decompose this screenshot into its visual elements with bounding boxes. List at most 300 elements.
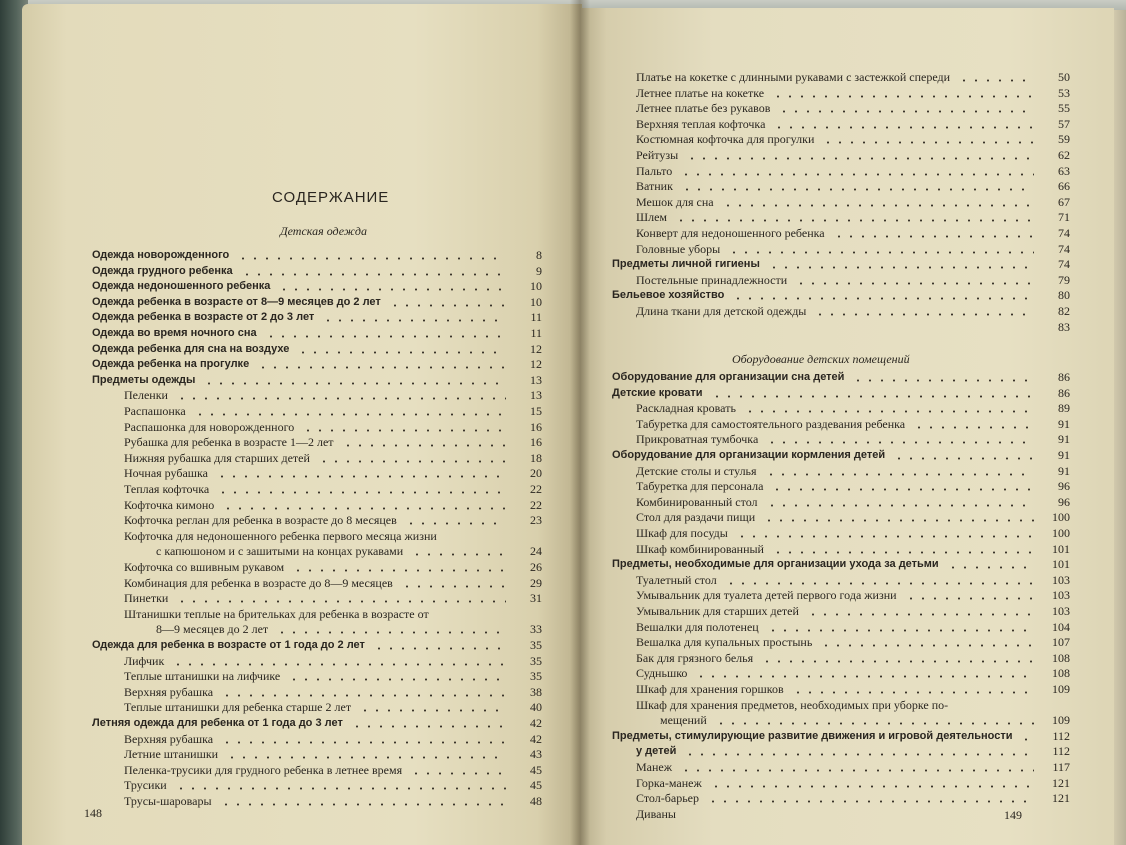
toc-entry-page: 50: [1058, 70, 1070, 84]
toc-entry-title: Рейтузы: [636, 148, 679, 162]
toc-entry-page: 63: [1058, 163, 1070, 178]
toc-entry-page: 40: [530, 700, 542, 715]
toc-entry: [124, 420, 542, 435]
toc-entry-title: Кофточка для недоношенного ребенка первого месяца жизни: [124, 528, 437, 543]
leader-dots: [766, 432, 1034, 447]
toc-entry-title: Одежда ребенка в возрасте от 8—9 месяцев до 2 лет: [92, 295, 381, 308]
toc-entry-title: Теплые штанишки на лифчике: [124, 669, 281, 684]
toc-entry-title: Пальто: [636, 163, 673, 178]
page-stack-edge: [1112, 10, 1126, 845]
toc-entry-title: мещений: [660, 713, 707, 728]
toc-entry: [124, 654, 542, 669]
toc-entry-title: Кофточка со вшивным рукавом: [124, 560, 285, 574]
toc-entry-title: Шкаф для хранения предметов, необходимых при уборке по-: [636, 697, 949, 712]
toc-entry-title: Летнее платье без рукавов: [636, 101, 771, 116]
leader-dots: [222, 498, 506, 513]
toc-entry-title: Одежда недоношенного ребенка: [92, 280, 271, 293]
leader-dots: [680, 760, 1034, 775]
toc-entry: [124, 591, 542, 606]
toc-entry-page: 62: [1058, 148, 1070, 162]
toc-entry: [124, 763, 542, 778]
leader-dots: [684, 744, 1034, 759]
leader-dots: [401, 576, 506, 591]
toc-entry: [124, 560, 542, 575]
leader-dots: [203, 373, 506, 388]
right-page: [580, 8, 1114, 845]
toc-entry: [124, 747, 542, 762]
toc-entry-page: 13: [530, 372, 542, 387]
leader-dots: [820, 635, 1034, 650]
toc-entry-page: 45: [530, 762, 542, 777]
toc-entry-title: Длина ткани для детской одежды: [636, 304, 807, 318]
toc-entry: [92, 310, 542, 325]
toc-entry-title: Платье на кокетке с длинными рукавами с застежкой спереди: [636, 70, 951, 84]
toc-entry-title: Шкаф комбинированный: [636, 541, 764, 556]
leader-dots: [710, 776, 1034, 791]
toc-entry-title: Табуретка для самостоятельного раздевания ребенка: [636, 416, 906, 431]
toc-entry: [92, 373, 542, 388]
toc-entry: [124, 794, 542, 809]
toc-entry-title: Шлем: [636, 210, 668, 225]
toc-entry-title: Пеленки: [124, 388, 168, 403]
toc-entry-page: 117: [1052, 760, 1070, 774]
leader-dots: [765, 464, 1034, 479]
leader-dots: [237, 248, 506, 263]
toc-entry-title: Головные уборы: [636, 241, 721, 256]
leader-dots: [766, 495, 1034, 510]
toc-entry-title: Одежда ребенка в возрасте от 2 до 3 лет: [92, 311, 315, 324]
leader-dots: [278, 279, 506, 294]
toc-entry: [612, 448, 1070, 463]
leader-dots: [715, 713, 1034, 728]
toc-entry: [156, 622, 542, 637]
toc-entry: [636, 117, 1070, 132]
toc-entry: [124, 529, 542, 544]
toc-entry-page: 35: [530, 669, 542, 684]
toc-entry-page: 8: [536, 248, 542, 262]
toc-entry-page: 108: [1052, 666, 1070, 681]
toc-entry-page: 55: [1058, 101, 1070, 116]
toc-entry-page: 100: [1052, 510, 1070, 525]
toc-entry: [92, 357, 542, 372]
toc-entry: [92, 716, 542, 731]
toc-entry-page: 104: [1052, 619, 1070, 634]
leader-dots: [1020, 729, 1034, 744]
toc-entry: [92, 326, 542, 341]
toc-entry-title: Раскладная кровать: [636, 401, 736, 416]
toc-entry-title: Шкаф для хранения горшков: [636, 682, 784, 696]
toc-entry-title: Пеленка-трусики для грудного ребенка в летнее время: [124, 762, 403, 777]
toc-entry: [636, 760, 1070, 775]
toc-entry: [636, 588, 1070, 603]
toc-entry-title: Горка-манеж: [636, 775, 702, 790]
section-heading-equipment: Оборудование детских помещений: [732, 352, 910, 366]
toc-entry-page: 112: [1052, 744, 1070, 759]
leader-dots: [216, 466, 506, 481]
leader-dots: [773, 117, 1034, 132]
toc-entry-page: 86: [1058, 370, 1070, 384]
toc-entry-title: Распашонка: [124, 404, 186, 418]
toc-entry-page: 59: [1058, 132, 1070, 147]
toc-entry: [636, 101, 1070, 116]
toc-entry-page: 91: [1058, 432, 1070, 447]
toc-entry-page: 67: [1058, 194, 1070, 209]
toc-entry-title: Предметы, необходимые для организации ухода за детьми: [612, 558, 939, 571]
page-number-right: 149: [1004, 808, 1022, 822]
toc-entry-page: 91: [1058, 416, 1070, 431]
toc-entry: [636, 666, 1070, 681]
leader-dots: [795, 273, 1034, 288]
toc-entry: [92, 248, 542, 263]
toc-entry-page: 35: [530, 638, 542, 652]
leader-dots: [359, 700, 506, 715]
toc-title: СОДЕРЖАНИЕ: [272, 189, 390, 206]
toc-entry-page: 66: [1058, 179, 1070, 194]
toc-entry: [124, 404, 542, 419]
toc-entry: [636, 604, 1070, 619]
toc-entry: [124, 576, 542, 591]
toc-entry: [636, 195, 1070, 210]
toc-entry: [124, 435, 542, 450]
toc-entry-title: Комбинация для ребенка в возрасте до 8—9 месяцев: [124, 575, 393, 590]
toc-entry: [636, 776, 1070, 791]
leader-dots: [852, 370, 1034, 385]
toc-entry: [156, 544, 542, 559]
toc-entry: [636, 210, 1070, 225]
toc-entry-title: Бак для грязного белья: [636, 650, 754, 665]
leader-dots: [893, 448, 1034, 463]
toc-entry-page: 10: [530, 279, 542, 294]
toc-entry-title: Ночная рубашка: [124, 466, 208, 481]
toc-entry-page: 22: [530, 482, 542, 496]
toc-entry-title: Летние штанишки: [124, 747, 219, 762]
leader-dots: [711, 386, 1034, 401]
leader-dots: [411, 544, 506, 559]
leader-dots: [725, 573, 1034, 588]
toc-entry-title: 8—9 месяцев до 2 лет: [156, 622, 269, 637]
leader-dots: [833, 226, 1034, 241]
leader-dots: [763, 510, 1034, 525]
toc-entry-title: Конверт для недоношенного ребенка: [636, 226, 825, 240]
toc-entry-title: Туалетный стол: [636, 572, 717, 587]
toc-entry-page: 103: [1052, 588, 1070, 603]
toc-entry: [636, 479, 1070, 494]
toc-entry: [124, 451, 542, 466]
toc-entry-title: Одежда ребенка для сна на воздухе: [92, 342, 290, 355]
toc-entry-page: 121: [1052, 791, 1070, 806]
toc-entry-title: Распашонка для новорожденного: [124, 419, 295, 434]
toc-entry: [92, 638, 542, 653]
leader-dots: [707, 791, 1034, 806]
toc-entry-page: 74: [1058, 257, 1070, 272]
toc-entry-page: 15: [530, 404, 542, 418]
leader-dots: [807, 604, 1034, 619]
toc-entry-page: 38: [530, 684, 542, 699]
leader-dots: [176, 388, 506, 403]
toc-entry-page: 103: [1052, 572, 1070, 587]
toc-entry-page: 18: [530, 450, 542, 465]
toc-entry-title: Ватник: [636, 179, 673, 194]
toc-entry-title: Мешок для сна: [636, 194, 714, 209]
toc-entry: [612, 729, 1070, 744]
leader-dots: [744, 401, 1034, 416]
toc-entry: [92, 342, 542, 357]
toc-entry: [636, 791, 1070, 806]
leader-dots: [767, 620, 1034, 635]
toc-entry: [636, 744, 1070, 759]
toc-entry-page: 29: [530, 575, 542, 590]
toc-entry-page: 11: [530, 310, 542, 325]
toc-entry-page: 16: [530, 435, 542, 450]
toc-entry-page: 57: [1058, 116, 1070, 131]
leader-dots: [778, 101, 1034, 116]
toc-entry-title: Прикроватная тумбочка: [636, 432, 759, 447]
toc-entry-page: 91: [1058, 463, 1070, 478]
leader-dots: [722, 195, 1034, 210]
toc-entry-page: 45: [530, 778, 542, 793]
toc-entry-title: Комбинированный стол: [636, 494, 758, 509]
leader-dots: [695, 666, 1034, 681]
toc-entry: [124, 482, 542, 497]
toc-entry-title: Летнее платье на кокетке: [636, 85, 765, 100]
toc-entry-page: 101: [1052, 541, 1070, 556]
toc-entry-title: Пинетки: [124, 591, 169, 606]
leader-dots: [675, 210, 1034, 225]
leader-dots: [176, 591, 506, 606]
leader-dots: [405, 513, 506, 528]
toc-entry: [636, 242, 1070, 257]
left-page: [22, 4, 582, 845]
toc-entry-title: Летняя одежда для ребенка от 1 года до 3 лет: [92, 717, 343, 729]
toc-entry-title: Предметы личной гигиены: [612, 258, 760, 271]
toc-entry-title: Лифчик: [124, 653, 165, 668]
toc-entry-page: 48: [530, 794, 542, 808]
leader-dots: [947, 557, 1034, 572]
toc-entry: [612, 386, 1070, 401]
toc-entry: [124, 513, 542, 528]
toc-entry: [636, 682, 1070, 697]
toc-entry-page: 108: [1052, 650, 1070, 665]
toc-entry-page: 103: [1052, 604, 1070, 618]
leader-dots: [342, 435, 506, 450]
toc-entry-title: Верхняя теплая кофточка: [636, 116, 766, 131]
toc-entry: [612, 370, 1070, 385]
toc-entry-title: Шкаф для посуды: [636, 526, 728, 540]
toc-entry-title: Рубашка для ребенка в возрасте 1—2 лет: [124, 435, 334, 450]
toc-entry-title: Умывальник для старших детей: [636, 604, 799, 618]
toc-entry-page: 20: [530, 466, 542, 481]
toc-entry-title: Оборудование для организации кормления детей: [612, 449, 886, 461]
toc-entry: [636, 510, 1070, 525]
toc-entry-page: 121: [1052, 775, 1070, 790]
toc-entry-page: 42: [530, 716, 542, 730]
toc-entry-page: 43: [530, 747, 542, 762]
toc-entry: [124, 388, 542, 403]
leader-dots: [221, 732, 506, 747]
toc-entry-title: Постельные принадлежности: [636, 272, 788, 287]
toc-entry-title: Манеж: [636, 760, 673, 774]
toc-entry-page: 33: [530, 622, 542, 637]
leader-dots: [276, 622, 506, 637]
toc-entry-page: 89: [1058, 401, 1070, 416]
toc-entry-page: 22: [530, 497, 542, 512]
toc-entry-title: Табуретка для персонала: [636, 479, 764, 494]
toc-entry-title: Штанишки теплые на брительках для ребенка в возрасте от: [124, 606, 429, 621]
toc-entry: [636, 304, 1070, 319]
toc-entry-title: Одежда для ребенка в возрасте от 1 года до 2 лет: [92, 639, 365, 651]
section-heading-clothing: Детская одежда: [280, 224, 368, 238]
toc-entry: [636, 148, 1070, 163]
toc-entry-title: Оборудование для организации сна детей: [612, 371, 845, 383]
leader-dots: [772, 542, 1034, 557]
leader-dots: [410, 763, 506, 778]
toc-entry-page: 35: [530, 653, 542, 668]
leader-dots: [241, 264, 506, 279]
toc-entry-page: 11: [530, 326, 542, 340]
toc-entry-page: 96: [1058, 479, 1070, 494]
leader-dots: [389, 295, 506, 310]
leader-dots: [728, 242, 1034, 257]
toc-entry-page: 107: [1052, 635, 1070, 650]
toc-entry: [636, 620, 1070, 635]
toc-entry-title: Вешалки для полотенец: [636, 619, 759, 634]
toc-entry-page: 100: [1052, 526, 1070, 540]
leader-dots: [822, 132, 1034, 147]
toc-entry: [636, 651, 1070, 666]
leader-dots: [297, 342, 506, 357]
leader-dots: [318, 451, 506, 466]
toc-entry: [124, 607, 542, 622]
toc-entry: [92, 295, 542, 310]
toc-entry: [124, 498, 542, 513]
toc-entry: [612, 557, 1070, 572]
toc-entry-title: Теплая кофточка: [124, 482, 210, 496]
toc-entry: [612, 288, 1070, 303]
toc-entry-page: 12: [530, 357, 542, 372]
toc-entry-page: 53: [1058, 85, 1070, 100]
toc-entry-title: Нижняя рубашка для старших детей: [124, 450, 310, 465]
leader-dots: [680, 164, 1034, 179]
toc-entry-title: Кофточка кимоно: [124, 497, 215, 512]
toc-entry: [636, 526, 1070, 541]
page-number-left: 148: [84, 806, 102, 820]
toc-entry: [636, 573, 1070, 588]
toc-entry-page: 24: [530, 544, 542, 559]
toc-entry-page: 112: [1052, 728, 1070, 743]
toc-entry-page: 13: [530, 388, 542, 403]
leader-dots: [771, 479, 1034, 494]
toc-entry-page: 80: [1058, 288, 1070, 303]
leader-dots: [288, 669, 506, 684]
toc-entry-title: с капюшоном и с зашитыми на концах рукавами: [156, 544, 404, 559]
toc-entry-title: Стол-барьер: [636, 791, 699, 806]
toc-entry: [660, 713, 1070, 728]
toc-entry-page: 79: [1058, 272, 1070, 287]
toc-entry: [124, 778, 542, 793]
toc-entry-page: 109: [1052, 682, 1070, 696]
toc-entry: [636, 542, 1070, 557]
toc-entry-page: 82: [1058, 304, 1070, 318]
toc-entry-title: Одежда во время ночного сна: [92, 327, 257, 339]
toc-entry: [636, 132, 1070, 147]
toc-entry-page: 86: [1058, 385, 1070, 400]
toc-entry: [124, 732, 542, 747]
leader-dots: [792, 682, 1034, 697]
leader-dots: [172, 654, 506, 669]
toc-entry-page: 42: [530, 731, 542, 746]
toc-entry: [636, 70, 1070, 85]
toc-entry-page: 109: [1052, 713, 1070, 728]
toc-entry-title: Бельевое хозяйство: [612, 289, 725, 302]
toc-entry-title: Стол для раздачи пищи: [636, 510, 756, 525]
toc-entry: [124, 669, 542, 684]
toc-entry: [636, 464, 1070, 479]
leader-dots: [226, 747, 506, 762]
toc-entry-title: Верхняя рубашка: [124, 731, 214, 746]
toc-entry-page: 96: [1058, 494, 1070, 509]
toc-entry-page: 74: [1058, 226, 1070, 240]
toc-entry: [636, 698, 1070, 713]
leader-dots: [958, 70, 1034, 85]
leader-dots: [736, 526, 1034, 541]
leader-dots: [913, 417, 1034, 432]
toc-entry: [612, 257, 1070, 272]
toc-entry-title: Одежда новорожденного: [92, 249, 230, 261]
toc-entry: [636, 273, 1070, 288]
toc-entry-page: 71: [1058, 210, 1070, 225]
toc-entry-page: 91: [1058, 448, 1070, 462]
toc-entry: [636, 226, 1070, 241]
toc-entry-title: Предметы, стимулирующие развитие движения и игровой деятельности: [612, 729, 1013, 742]
leader-dots: [373, 638, 506, 653]
toc-entry-page: 101: [1052, 557, 1070, 572]
toc-entry-title: Костюмная кофточка для прогулки: [636, 132, 815, 147]
toc-entry-title: Теплые штанишки для ребенка старше 2 лет: [124, 700, 352, 715]
toc-entry-title: Судньшко: [636, 666, 688, 681]
leader-dots: [292, 560, 506, 575]
leader-dots: [194, 404, 506, 419]
leader-dots: [257, 357, 506, 372]
toc-entry: [636, 635, 1070, 650]
toc-entry: [124, 685, 542, 700]
toc-entry: [636, 86, 1070, 101]
leader-dots: [686, 148, 1034, 163]
leader-dots: [814, 304, 1034, 319]
leader-dots: [322, 310, 506, 325]
toc-entry-page: 31: [530, 591, 542, 606]
toc-entry-page: 74: [1058, 241, 1070, 256]
toc-entry-title: Одежда ребенка на прогулке: [92, 358, 250, 371]
toc-entry-title: Предметы одежды: [92, 373, 196, 386]
toc-entry: [636, 432, 1070, 447]
toc-entry-title: Верхняя рубашка: [124, 684, 214, 699]
toc-entry: [636, 164, 1070, 179]
leader-dots: [761, 651, 1034, 666]
toc-entry: [636, 495, 1070, 510]
leader-dots: [905, 588, 1034, 603]
toc-entry: [636, 401, 1070, 416]
toc-entry-page: 12: [530, 341, 542, 356]
leader-dots: [220, 794, 506, 809]
leader-dots: [681, 179, 1034, 194]
toc-entry-title: Диваны: [636, 806, 676, 821]
leader-dots: [217, 482, 506, 497]
toc-entry-title: Вешалка для купальных простынь: [636, 635, 813, 650]
toc-entry-title: у детей: [636, 745, 677, 758]
toc-entry: [636, 179, 1070, 194]
toc-entry-title: Трусы-шаровары: [124, 794, 212, 808]
toc-entry: [636, 417, 1070, 432]
